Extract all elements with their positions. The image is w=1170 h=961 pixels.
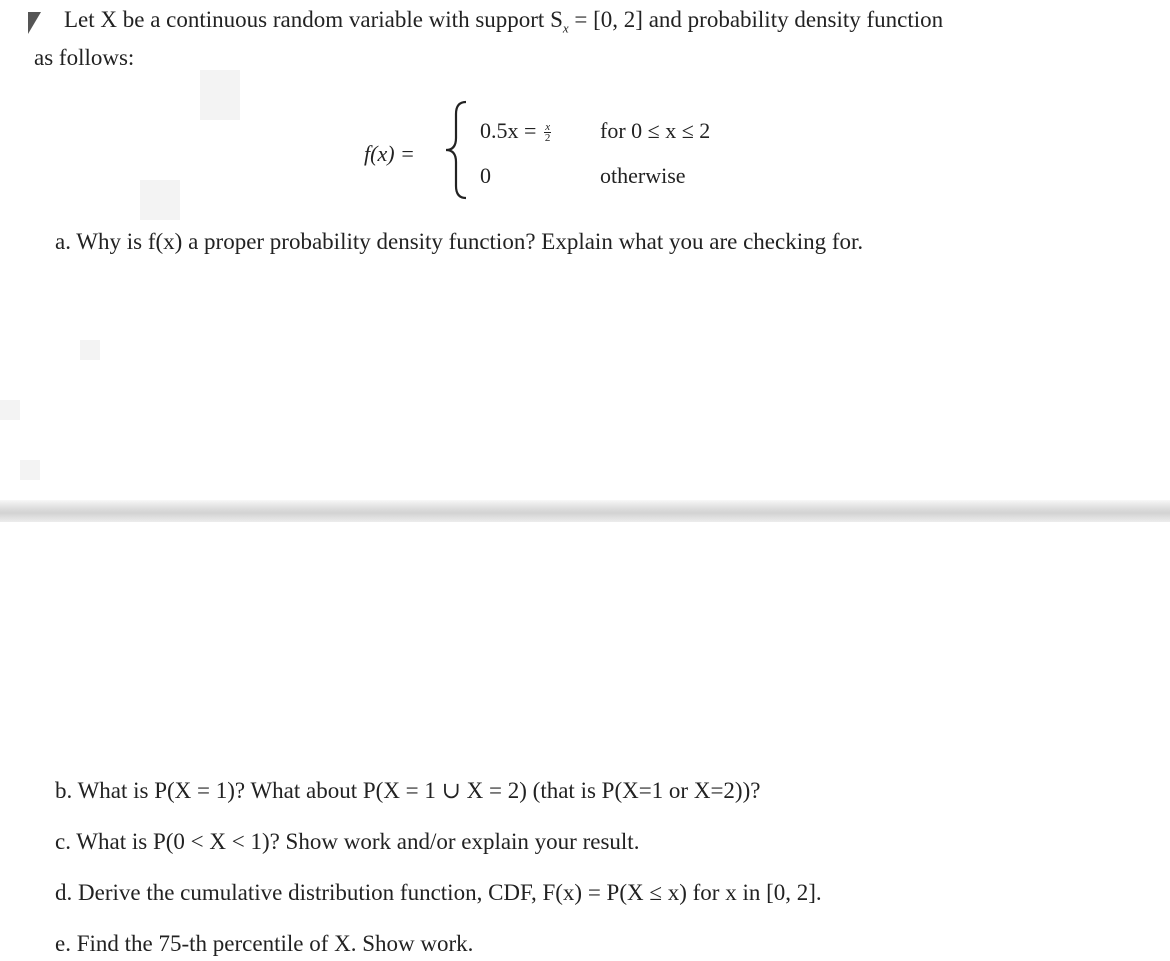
question-c: c. What is P(0 < X < 1)? Show work and/or explain your result. [55, 829, 640, 854]
pdf-case-1-condition: for 0 ≤ x ≤ 2 [600, 118, 711, 143]
intro-line-1: Let X be a continuous random variable with support $S_x = [0$, 2] and probability density function [64, 7, 944, 36]
question-a: a. Why is f(x) a proper probability density function? Explain what you are checking for. [55, 229, 864, 254]
background-artifact [140, 180, 180, 220]
pdf-case-2-condition: otherwise [600, 163, 686, 188]
intro-line-2: as follows: [34, 45, 135, 70]
bookmark-marker-icon [28, 12, 41, 34]
question-b: b. What is P(X = 1)? What about P(X = 1 ∪ X = 2) (that is P(X=1 or X=2))? [55, 778, 761, 803]
pdf-lhs: f(x) = [364, 141, 415, 166]
background-artifact [20, 460, 40, 480]
support-symbol: $S_x$ [550, 7, 569, 36]
background-artifact [0, 400, 20, 420]
pdf-case-2: 0 [480, 163, 491, 188]
question-e: e. Find the 75-th percentile of X. Show work. [55, 931, 474, 956]
background-artifact [200, 70, 240, 120]
fraction: $\frac{x}{2}$ [544, 121, 551, 145]
page-divider [0, 500, 1170, 522]
pdf-case-1: 0.5x = $\frac{x}{2}$ [480, 118, 551, 145]
background-artifact [80, 340, 100, 360]
left-brace-icon [440, 98, 474, 202]
question-d: d. Derive the cumulative distribution function, CDF, F(x) = P(X ≤ x) for x in [0, 2]. [55, 880, 822, 905]
